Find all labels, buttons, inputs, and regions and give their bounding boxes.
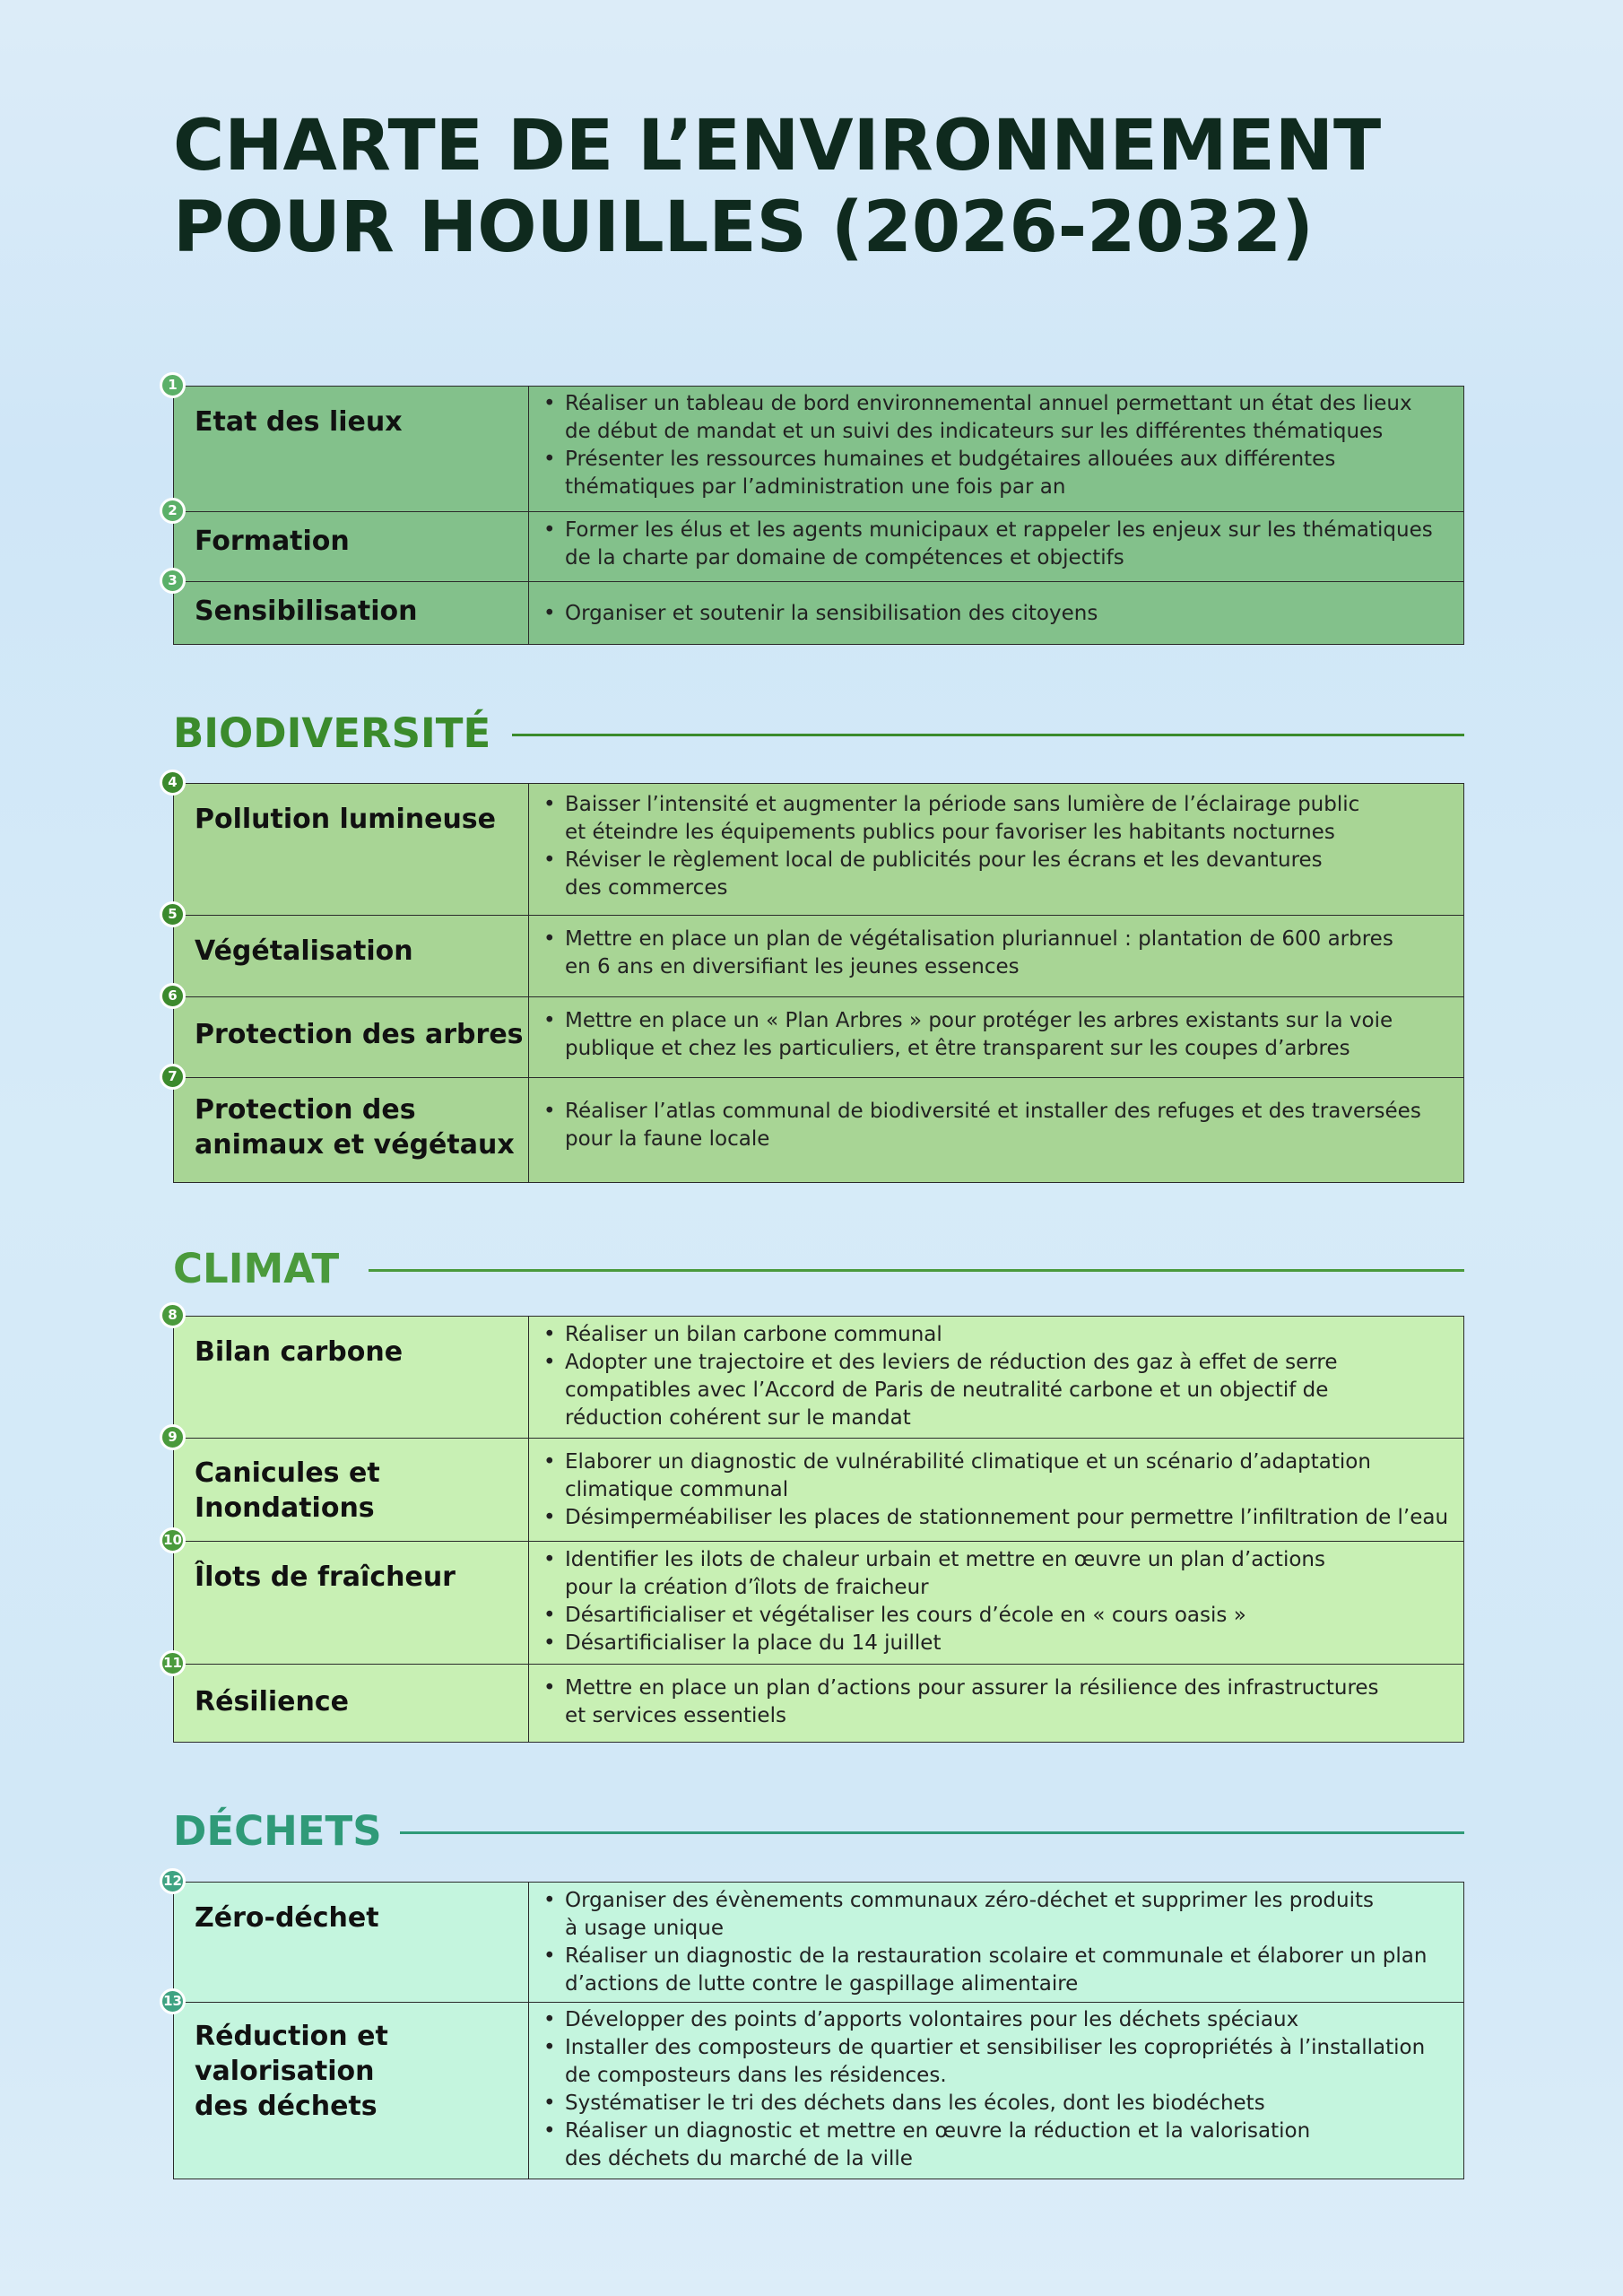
row-items — [529, 916, 1463, 981]
table-row — [174, 916, 1464, 997]
list-item: • Présenter les ressources humaines et budgétaires allouées aux différentes thématiques par l’administration une fois par an — [529, 446, 1463, 501]
list-item: • Réaliser un diagnostic de la restauration scolaire et communale et élaborer un plan d’actions de lutte contre le gaspillage alimentaire — [529, 1943, 1463, 1998]
row-number-badge: 8 — [160, 1302, 186, 1328]
row-items — [529, 1883, 1463, 1998]
row-number-badge: 9 — [160, 1424, 186, 1450]
row-label: Réduction et valorisation des déchets — [195, 2021, 388, 2122]
table-row — [174, 1665, 1464, 1743]
section-intro — [168, 377, 1464, 645]
list-item: • Mettre en place un plan de végétalisation pluriannuel : plantation de 600 arbres en 6 ans en diversifiant les jeunes essences — [529, 926, 1463, 981]
row-number-badge: 11 — [160, 1650, 186, 1676]
row-items — [529, 387, 1463, 501]
row-label: Protection des animaux et végétaux — [195, 1094, 515, 1161]
table-row — [174, 1542, 1464, 1665]
list-item: • Mettre en place un « Plan Arbres » pour protéger les arbres existants sur la voie publique et chez les particuliers, et être transparent sur les coupes d’arbres — [529, 1007, 1463, 1063]
row-items — [529, 1665, 1463, 1730]
row-items — [529, 582, 1463, 628]
section-divider — [400, 1831, 1464, 1834]
list-item: • Réaliser un bilan carbone communal — [529, 1321, 1463, 1349]
row-label: Canicules et Inondations — [195, 1457, 380, 1524]
row-label: Etat des lieux — [195, 406, 403, 438]
list-item: • Organiser des évènements communaux zéro-déchet et supprimer les produits à usage unique — [529, 1887, 1463, 1943]
row-label: Végétalisation — [195, 935, 413, 967]
section-biodiversite — [168, 707, 1464, 1183]
list-item: • Installer des composteurs de quartier et sensibiliser les copropriétés à l’installation de composteurs dans les résidences. — [529, 2034, 1463, 2090]
intro-table — [168, 377, 1464, 645]
table-row — [174, 1078, 1464, 1183]
list-item: • Réviser le règlement local de publicités pour les écrans et les devantures des commerces — [529, 847, 1463, 902]
table-row — [174, 387, 1464, 512]
row-number-badge: 10 — [160, 1527, 186, 1553]
table-row — [174, 512, 1464, 582]
table-row — [174, 997, 1464, 1078]
row-items — [529, 1078, 1463, 1153]
list-item: • Organiser et soutenir la sensibilisation des citoyens — [529, 600, 1463, 628]
list-item: • Développer des points d’apports volontaires pour les déchets spéciaux — [529, 2006, 1463, 2034]
section-heading: CLIMAT — [173, 1245, 340, 1292]
table-row — [174, 582, 1464, 645]
list-item: • Désartificialiser et végétaliser les cours d’école en « cours oasis » — [529, 1602, 1463, 1630]
table-row — [174, 1439, 1464, 1542]
list-item: • Elaborer un diagnostic de vulnérabilité climatique et un scénario d’adaptation climatique communal — [529, 1448, 1463, 1504]
row-label: Sensibilisation — [195, 596, 418, 627]
list-item: • Réaliser un diagnostic et mettre en œuvre la réduction et la valorisation des déchets du marché de la ville — [529, 2118, 1463, 2173]
row-number-badge: 1 — [160, 372, 186, 398]
table-row — [174, 1883, 1464, 2003]
section-heading: BIODIVERSITÉ — [173, 709, 491, 757]
row-items — [529, 784, 1463, 902]
section-divider — [369, 1269, 1464, 1272]
page-title — [173, 106, 1381, 269]
list-item: • Identifier les ilots de chaleur urbain et mettre en œuvre un plan d’actions pour la création d’îlots de fraicheur — [529, 1546, 1463, 1602]
row-number-badge: 7 — [160, 1064, 186, 1090]
dechets-table — [163, 1873, 1464, 2179]
row-items — [529, 2003, 1463, 2173]
table-row — [174, 1317, 1464, 1439]
list-item: • Désimperméabiliser les places de stationnement pour permettre l’infiltration de l’eau — [529, 1504, 1463, 1532]
list-item: • Réaliser un tableau de bord environnemental annuel permettant un état des lieux de début de mandat et un suivi des indicateurs sur les différentes thématiques — [529, 390, 1463, 446]
title-line-1: CHARTE DE L’ENVIRONNEMENT — [173, 106, 1382, 187]
title-line-2: POUR HOUILLES (2026-2032) — [173, 187, 1314, 268]
row-number-badge: 12 — [160, 1868, 186, 1894]
section-divider — [512, 734, 1464, 736]
row-items — [529, 997, 1463, 1063]
row-label: Protection des arbres — [195, 1019, 524, 1050]
section-climat — [163, 1242, 1464, 1743]
climat-table — [163, 1307, 1464, 1743]
row-label: Formation — [195, 526, 350, 557]
list-item: • Systématiser le tri des déchets dans les écoles, dont les biodéchets — [529, 2090, 1463, 2118]
row-label: Zéro-déchet — [195, 1902, 379, 1934]
row-number-badge: 4 — [160, 770, 186, 796]
row-number-badge: 13 — [160, 1988, 186, 2014]
table-row — [174, 784, 1464, 916]
biodiversite-table — [168, 774, 1464, 1183]
row-items — [529, 512, 1463, 572]
row-items — [529, 1317, 1463, 1432]
row-items — [529, 1439, 1463, 1532]
row-number-badge: 5 — [160, 901, 186, 927]
list-item: • Réaliser l’atlas communal de biodiversité et installer des refuges et des traversées pour la faune locale — [529, 1098, 1463, 1153]
row-label: Pollution lumineuse — [195, 804, 497, 835]
list-item: • Désartificialiser la place du 14 juillet — [529, 1630, 1463, 1657]
row-items — [529, 1542, 1463, 1657]
table-row — [174, 2003, 1464, 2179]
row-label: Résilience — [195, 1686, 349, 1718]
section-dechets — [163, 1805, 1464, 2179]
list-item: • Former les élus et les agents municipaux et rappeler les enjeux sur les thématiques de la charte par domaine de compétences et objectifs — [529, 517, 1463, 572]
row-label: Bilan carbone — [195, 1336, 404, 1368]
section-heading: DÉCHETS — [173, 1807, 382, 1855]
row-number-badge: 2 — [160, 498, 186, 524]
row-number-badge: 3 — [160, 568, 186, 594]
list-item: • Mettre en place un plan d’actions pour assurer la résilience des infrastructures et services essentiels — [529, 1674, 1463, 1730]
row-number-badge: 6 — [160, 983, 186, 1009]
row-label: Îlots de fraîcheur — [195, 1561, 456, 1593]
list-item: • Adopter une trajectoire et des leviers de réduction des gaz à effet de serre compatibles avec l’Accord de Paris de neutralité carbone et un objectif de réduction cohérent sur le mandat — [529, 1349, 1463, 1432]
list-item: • Baisser l’intensité et augmenter la période sans lumière de l’éclairage public et éteindre les équipements publics pour favoriser les habitants nocturnes — [529, 791, 1463, 847]
